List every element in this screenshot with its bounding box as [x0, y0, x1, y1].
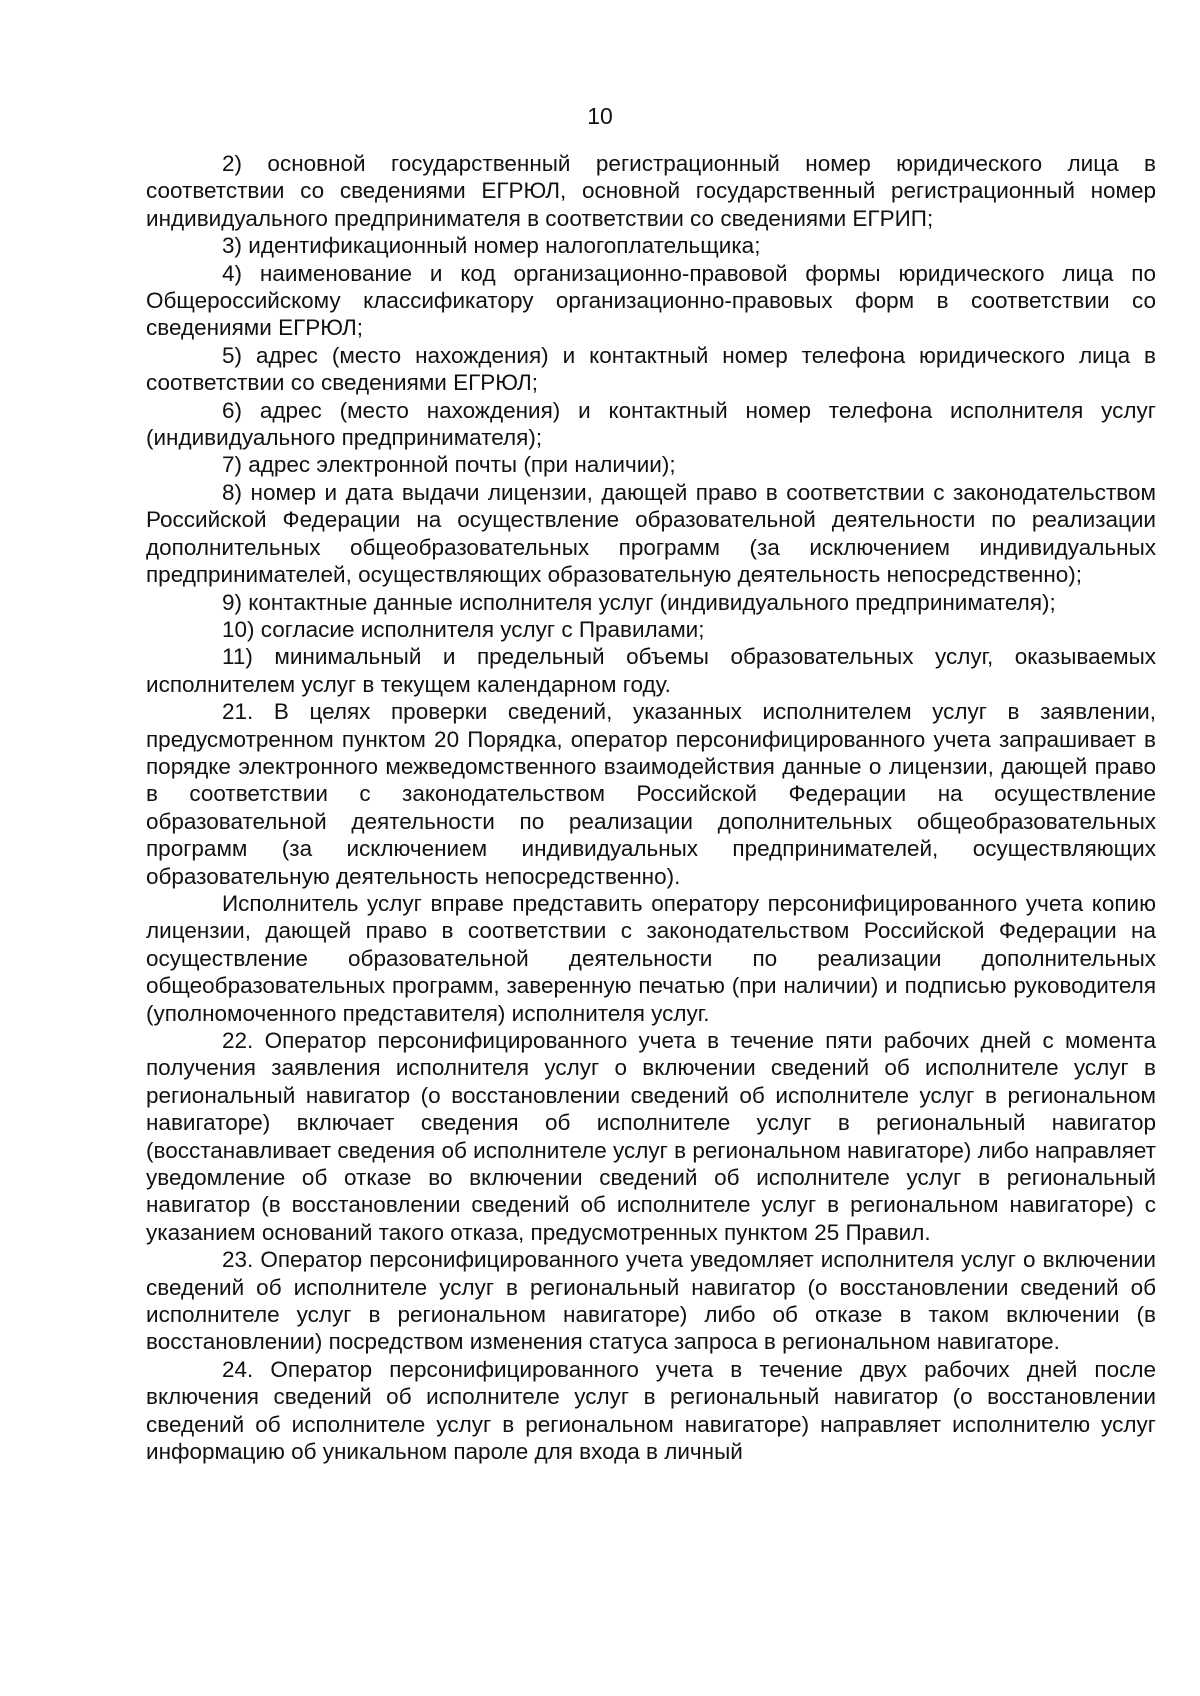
list-item-email: 7) адрес электронной почты (при наличии); — [222, 452, 676, 478]
list-item-inn: 3) идентификационный номер налогоплательщика; — [222, 233, 761, 259]
list-item-legal-form: 4) наименование и код организационно-правовой формы юридического лица по Общероссийскому классификатору организационно-правовых форм в соответствии со сведениями ЕГРЮЛ; — [146, 260, 1156, 341]
clause-21-license-copy: Исполнитель услуг вправе представить оператору персонифицированного учета копию лицензии, дающей право в соответствии с законодательством Российской Федерации на осуществление образовательной деятельности по реализации дополнительных общеобразовательных программ, заверенную печатью (при наличии) и подписью руководителя (уполномоченного представителя) исполнителя услуг. — [146, 890, 1156, 1026]
clause-22: 22. Оператор персонифицированного учета в течение пяти рабочих дней с момента получения заявления исполнителя услуг о включении сведений об исполнителе услуг в региональный навигатор (о восстановлении сведений об исполнителе услуг в региональном навигаторе) включает сведения об исполнителе услуг в региональный навигатор (восстанавливает сведения об исполнителе услуг в региональном навигаторе) либо направляет уведомление об отказе во включении сведений об исполнителе услуг в региональный навигатор (в восстановлении сведений об исполнителе услуг в региональном навигаторе) с указанием оснований такого отказа, предусмотренных пунктом 25 Правил. — [146, 1028, 1156, 1245]
list-item-legal-address: 5) адрес (место нахождения) и контактный номер телефона юридического лица в соответствии со сведениями ЕГРЮЛ; — [146, 342, 1156, 396]
clause-24: 24. Оператор персонифицированного учета в течение двух рабочих дней после включения сведений об исполнителе услуг в региональный навигатор (о восстановлении сведений об исполнителе услуг в региональном навигаторе) направляет исполнителю услуг информацию об уникальном пароле для входа в личный — [146, 1356, 1156, 1465]
list-item-contacts: 9) контактные данные исполнителя услуг (индивидуального предпринимателя); — [222, 589, 1056, 615]
page-number: 10 — [587, 103, 613, 129]
clause-23: 23. Оператор персонифицированного учета уведомляет исполнителя услуг о включении сведений об исполнителе услуг в региональный навигатор (о восстановлении сведений об исполнителе услуг в региональном навигаторе) либо об отказе в таком включении (в восстановлении) посредством изменения статуса запроса в региональном навигаторе. — [146, 1247, 1156, 1355]
list-item-ip-address: 6) адрес (место нахождения) и контактный номер телефона исполнителя услуг (индивидуального предпринимателя); — [146, 397, 1156, 451]
list-item-volumes: 11) минимальный и предельный объемы образовательных услуг, оказываемых исполнителем услуг в текущем календарном году. — [146, 644, 1156, 697]
list-item-license: 8) номер и дата выдачи лицензии, дающей право в соответствии с законодательством Российской Федерации на осуществление образовательной деятельности по реализации дополнительных общеобразовательных программ (за исключением индивидуальных предпринимателей, осуществляющих образовательную деятельность непосредственно); — [146, 479, 1156, 588]
list-item-ogrn: 2) основной государственный регистрационный номер юридического лица в соответствии со сведениями ЕГРЮЛ, основной государственный регистрационный номер индивидуального предпринимателя в соответствии со сведениями ЕГРИП; — [146, 151, 1156, 231]
document-body — [146, 150, 1156, 1466]
list-item-consent: 10) согласие исполнителя услуг с Правилами; — [222, 616, 705, 642]
clause-21: 21. В целях проверки сведений, указанных исполнителем услуг в заявлении, предусмотренном пунктом 20 Порядка, оператор персонифицированного учета запрашивает в порядке электронного межведомственного взаимодействия данные о лицензии, дающей право в соответствии с законодательством Российской Федерации на осуществление образовательной деятельности по реализации дополнительных общеобразовательных программ (за исключением индивидуальных предпринимателей, осуществляющих образовательную деятельность непосредственно). — [146, 699, 1156, 889]
